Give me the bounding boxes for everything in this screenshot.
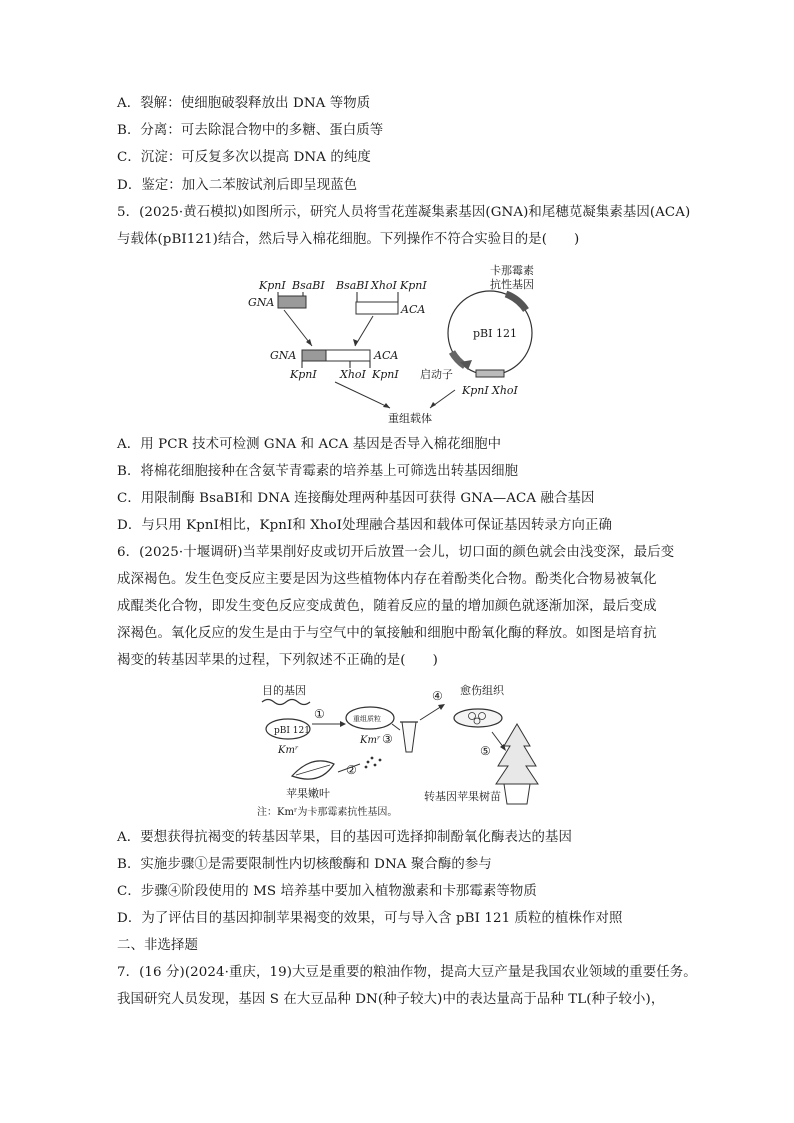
q5-kan-label-2: 抗性基因 — [490, 278, 534, 291]
q5-fused-gna — [302, 350, 326, 361]
q6-stem-line4: 深褐色。氧化反应的发生是由于与空气中的氧接触和细胞中酚氧化酶的释放。如图是培育抗 — [117, 626, 657, 641]
q6-seedling-label: 转基因苹果树苗 — [424, 790, 501, 803]
q6-step5: ⑤ — [480, 744, 491, 758]
q5-aca-fragment — [356, 302, 398, 314]
q5-stem-line2: 与载体(pBI121)结合，然后导入棉花细胞。下列操作不符合实验目的是( ) — [117, 232, 580, 247]
q6-gene-wave — [262, 700, 310, 705]
q6-step1: ① — [314, 707, 325, 721]
q5-plasmid-label: pBI 121 — [473, 327, 517, 340]
q6-note: 注：Kmʳ为卡那霉素抗性基因。 — [257, 807, 398, 818]
q5-label-xho-1: XhoⅠ — [371, 279, 397, 292]
q5-kan-gene — [506, 294, 526, 310]
q6-option-d: D．为了评估目的基因抑制苹果褐变的效果，可与导入含 pBI 121 质粒的植株作对照 — [117, 911, 623, 926]
q5-label-kpn-1: KpnⅠ — [259, 279, 286, 292]
q5-option-a: A．用 PCR 技术可检测 GNA 和 ACA 基因是否导入棉花细胞中 — [117, 437, 502, 452]
q6-plasmid-label: pBI 121 — [274, 726, 310, 736]
q6-recombinant-label: 重组质粒 — [353, 715, 381, 723]
q6-seedling-pot — [504, 784, 530, 804]
q6-figure — [242, 680, 542, 820]
q5-label-xho-3: XhoⅠ — [492, 384, 518, 397]
q5-label-gna-2: GNA — [270, 349, 297, 362]
q4-option-a: A．裂解：使细胞破裂释放出 DNA 等物质 — [117, 96, 371, 111]
q6-option-a: A．要想获得抗褐变的转基因苹果，目的基因可选择抑制酚氧化酶表达的基因 — [117, 830, 572, 845]
q4-option-d: D．鉴定：加入二苯胺试剂后即呈现蓝色 — [117, 178, 358, 193]
q6-stem-line5: 褐变的转基因苹果的过程，下列叙述不正确的是( ) — [117, 653, 438, 668]
q5-label-kpn-2: KpnⅠ — [400, 279, 427, 292]
q6-stem-line1: 6．(2025·十堰调研)当苹果削好皮或切开后放置一会儿，切口面的颜色就会由浅变深，最后变 — [117, 545, 675, 560]
q6-leaf-label: 苹果嫩叶 — [286, 787, 330, 800]
q5-option-b: B．将棉花细胞接种在含氨苄青霉素的培养基上可筛选出转基因细胞 — [117, 464, 519, 479]
section-title: 二、非选择题 — [117, 938, 198, 953]
q5-gna-fragment — [278, 296, 306, 308]
q6-stem-line3: 成醌类化合物，即发生变色反应变成黄色，随着反应的量的增加颜色就逐渐加深，最后变成 — [117, 599, 657, 614]
q6-option-b: B．实施步骤①是需要限制性内切核酸酶和 DNA 聚合酶的参与 — [117, 857, 492, 872]
q7-line2: 我国研究人员发现，基因 S 在大豆品种 DN(种子较大)中的表达量高于品种 TL(种子较小)， — [117, 992, 665, 1007]
q6-target-gene-label: 目的基因 — [262, 684, 306, 697]
q5-label-aca-1: ACA — [401, 303, 426, 316]
q6-tube — [402, 722, 416, 752]
q5-label-gna-1: GNA — [248, 296, 275, 309]
q6-step3: ③ — [382, 732, 393, 746]
q4-option-c: C．沉淀：可反复多次以提高 DNA 的纯度 — [117, 150, 371, 165]
q5-label-bsab-2: BsaBⅠ — [336, 279, 369, 292]
q5-option-c: C．用限制酶 BsaBⅠ和 DNA 连接酶处理两种基因可获得 GNA—ACA 融合基因 — [117, 491, 595, 506]
q6-km-label-1: Kmʳ — [278, 745, 299, 756]
q5-fused-aca — [326, 350, 370, 361]
q7-line1: 7．(16 分)(2024·重庆，19)大豆是重要的粮油作物，提高大豆产量是我国农业领域的重要任务。 — [117, 965, 697, 980]
q6-km-label-2: Kmʳ — [360, 735, 381, 746]
q5-insert-site — [476, 370, 504, 377]
q6-step2: ② — [346, 763, 357, 777]
q5-label-kpn-5: KpnⅠ — [462, 384, 489, 397]
q5-option-d: D．与只用 KpnⅠ相比，KpnⅠ和 XhoⅠ处理融合基因和载体可保证基因转录方向正确 — [117, 518, 612, 533]
q5-figure — [240, 258, 580, 428]
q4-option-b: B．分离：可去除混合物中的多糖、蛋白质等 — [117, 123, 384, 138]
q5-label-xho-2: XhoⅠ — [340, 368, 366, 381]
q5-label-aca-2: ACA — [374, 349, 399, 362]
q5-promoter-label: 启动子 — [420, 368, 453, 381]
q6-seedling-tree — [496, 724, 538, 784]
q5-label-bsab-1: BsaBⅠ — [292, 279, 325, 292]
q5-label-kpn-4: KpnⅠ — [372, 368, 399, 381]
q6-step4: ④ — [432, 689, 443, 703]
q5-stem-line1: 5．(2025·黄石模拟)如图所示，研究人员将雪花莲凝集素基因(GNA)和尾穗苋凝集素基因(ACA) — [117, 205, 691, 220]
q5-kan-label-1: 卡那霉素 — [490, 264, 534, 277]
q6-stem-line2: 成深褐色。发生色变反应主要是因为这些植物体内存在着酚类化合物。酚类化合物易被氧化 — [117, 572, 657, 587]
q5-recombinant-label: 重组载体 — [388, 412, 432, 425]
q5-label-kpn-3: KpnⅠ — [290, 368, 317, 381]
q6-option-c: C．步骤④阶段使用的 MS 培养基中要加入植物激素和卡那霉素等物质 — [117, 884, 537, 899]
q6-callus-label: 愈伤组织 — [460, 684, 504, 697]
